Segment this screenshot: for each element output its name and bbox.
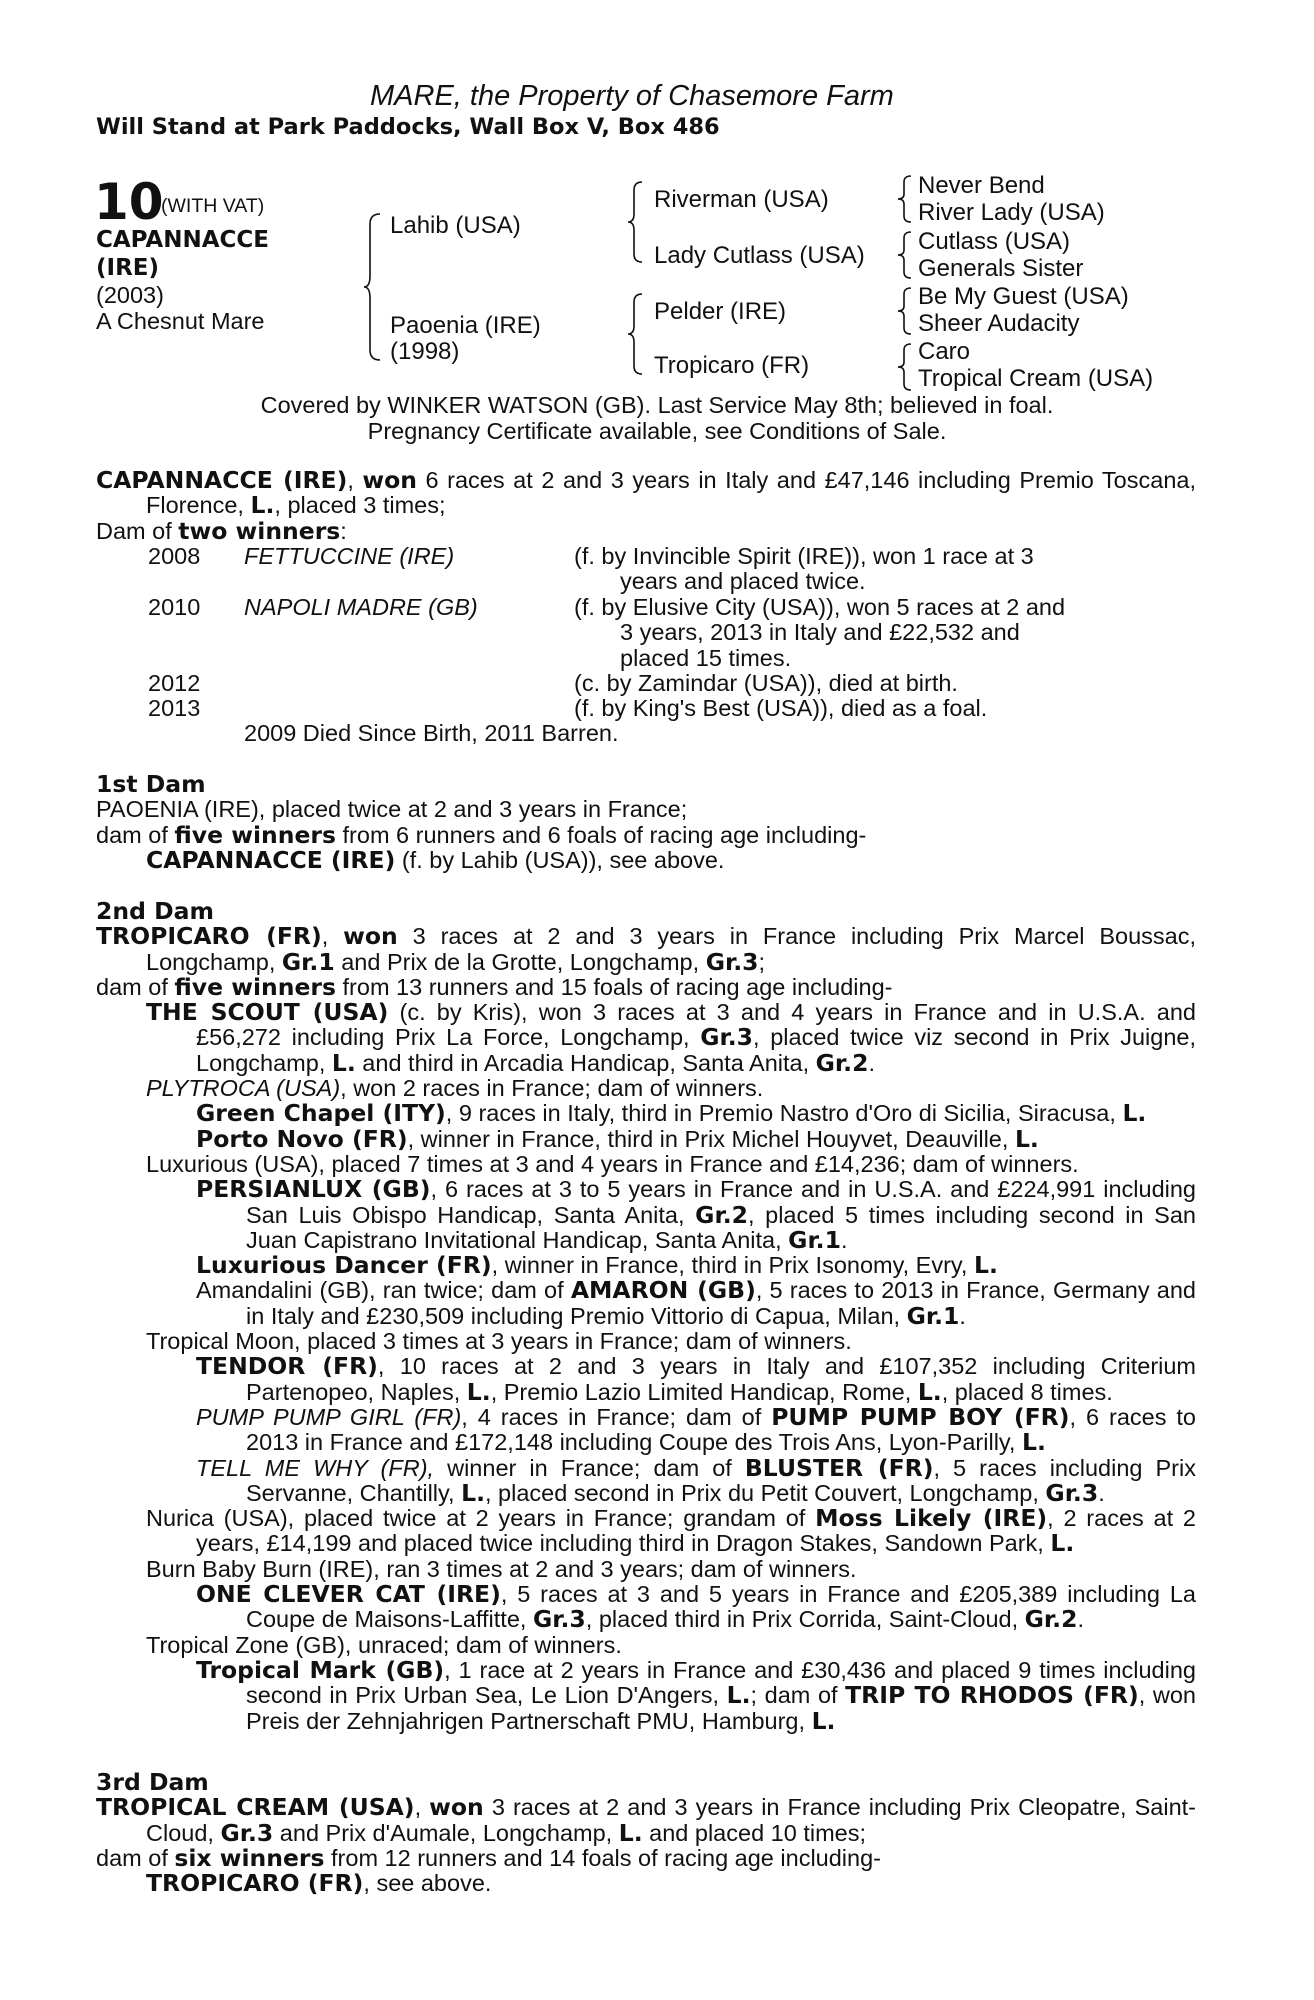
produce-year: 2013 bbox=[148, 695, 201, 721]
lot-number: 10 bbox=[94, 173, 164, 231]
produce-details: (f. by Invincible Spirit (IRE)), won 1 race at 3 years and placed twice. bbox=[574, 543, 1034, 595]
produce-details: (c. by Zamindar (USA)), died at birth. bbox=[574, 670, 958, 696]
pedigree-brace-1 bbox=[364, 212, 384, 362]
pedigree-g8: Tropical Cream (USA) bbox=[918, 365, 1154, 392]
vat-note: (WITH VAT) bbox=[161, 195, 265, 217]
page-title: MARE, the Property of Chasemore Farm bbox=[370, 80, 894, 112]
second-dam-heading: 2nd Dam bbox=[96, 897, 214, 925]
pedigree-brace-7 bbox=[898, 342, 914, 392]
third-dam-section: 3rd Dam TROPICAL CREAM (USA), won 3 races at 2 and 3 years in France including Prix Cleopatre, Saint-Cloud, Gr.3 and Prix d'Aumale, Longchamp, L. and placed 10 times; dam of six winners from 12 runners and 14 foals of racing age including- TROPICARO (FR), see above. bbox=[96, 1768, 1196, 1898]
pedigree-g7: Caro bbox=[918, 338, 971, 365]
pedigree-brace-6 bbox=[898, 286, 914, 336]
pedigree-brace-5 bbox=[898, 230, 914, 280]
produce-year: 2008 bbox=[148, 543, 201, 569]
pedigree-g1: Never Bend bbox=[918, 172, 1045, 199]
pedigree-g4: Generals Sister bbox=[918, 255, 1084, 282]
produce-name: NAPOLI MADRE (GB) bbox=[244, 594, 478, 620]
produce-note: 2009 Died Since Birth, 2011 Barren. bbox=[244, 720, 619, 746]
pregnancy-note: Pregnancy Certificate available, see Conditions of Sale. bbox=[367, 418, 947, 444]
pedigree-sire-sire: Riverman (USA) bbox=[654, 186, 829, 213]
covering-note: Covered by WINKER WATSON (GB). Last Service May 8th; believed in foal. bbox=[260, 392, 1054, 418]
pedigree-sire-dam: Lady Cutlass (USA) bbox=[654, 242, 865, 269]
produce-details: (f. by Elusive City (USA)), won 5 races at 2 and 3 years, 2013 in Italy and £22,532 and placed 15 times. bbox=[574, 594, 1066, 671]
pedigree-g5: Be My Guest (USA) bbox=[918, 283, 1129, 310]
pedigree-g2: River Lady (USA) bbox=[918, 199, 1105, 226]
first-dam-section: 1st Dam PAOENIA (IRE), placed twice at 2 and 3 years in France; dam of five winners from 6 runners and 6 foals of racing age including- CAPANNACCE (IRE) (f. by Lahib (USA)), see above. bbox=[96, 772, 1196, 873]
pedigree-g3: Cutlass (USA) bbox=[918, 228, 1071, 255]
foaling-year: (2003) bbox=[96, 282, 164, 308]
produce-name: FETTUCCINE (IRE) bbox=[244, 543, 455, 569]
mare-name: CAPANNACCE (IRE) bbox=[96, 466, 348, 494]
pedigree-g6: Sheer Audacity bbox=[918, 310, 1080, 337]
pedigree-dam-year: (1998) bbox=[390, 338, 460, 365]
third-dam-heading: 3rd Dam bbox=[96, 1768, 209, 1796]
produce-details: (f. by King's Best (USA)), died as a foal. bbox=[574, 695, 988, 721]
pedigree-dam-sire: Pelder (IRE) bbox=[654, 298, 787, 325]
produce-year: 2010 bbox=[148, 594, 201, 620]
horse-description: A Chesnut Mare bbox=[96, 308, 265, 334]
second-dam-section: 2nd Dam TROPICARO (FR), won 3 races at 2 and 3 years in France including Prix Marcel Boussac, Longchamp, Gr.1 and Prix de la Grotte, Longchamp, Gr.3; dam of five winners from 13 runners and 15 foals of racing age including- THE SCOUT (USA) (c. by Kris), won 3 races at 3 and 4 years in France and in U.S.A. and £56,272 including Prix La Force, Longchamp, Gr.3, placed twice viz second in Prix Juigne, Longchamp, L. and third in Arcadia Handicap, Santa Anita, Gr.2. PLYTROCA (USA), won 2 races in France; dam of winners. Green Chapel (ITY), 9 races in Italy, third in Premio Nastro d'Oro di Sicilia, Siracusa, L. Porto Novo (FR), winner in France, third in Prix Michel Houyvet, Deauville, L. Luxurious (USA), placed 7 times at 3 and 4 years in France and £14,236; dam of winners. PERSIANLUX (GB), 6 races at 3 to 5 years in France and in U.S.A. and £224,991 including San Luis Obispo Handicap, Santa Anita, Gr.2, placed 5 times including second in San Juan Capistrano Invitational Handicap, Santa Anita, Gr.1. Luxurious Dancer (FR), winner in France, third in Prix Isonomy, Evry, L. Amandalini (GB), ran twice; dam of AMARON (GB), 5 races to 2013 in France, Germany and in Italy and £230,509 including Premio Vittorio di Capua, Milan, Gr.1. Tropical Moon, placed 3 times at 3 years in France; dam of winners. TENDOR (FR), 10 races at 2 and 3 years in Italy and £107,352 including Criterium Partenopeo, Naples, L., Premio Lazio Limited Handicap, Rome, L., placed 8 times. PUMP PUMP GIRL (FR), 4 races in France; dam of PUMP PUMP BOY (FR), 6 races to 2013 in France and £172,148 including Coupe des Trois Ans, Lyon-Parilly, L. TELL ME WHY (FR), winner in France; dam of BLUSTER (FR), 5 races including Prix Servanne, Chantilly, L., placed second in Prix du Petit Couvert, Longchamp, Gr.3. Nurica (USA), placed twice at 2 years in France; grandam of Moss Likely (IRE), 2 races at 2 years, £14,199 and placed twice including third in Dragon Stakes, Sandown Park, L. Burn Baby Burn (IRE), ran 3 times at 2 and 3 years; dam of winners. ONE CLEVER CAT (IRE), 5 races at 3 and 5 years in France and £205,389 including La Coupe de Maisons-Laffitte, Gr.3, placed third in Prix Corrida, Saint-Cloud, Gr.2. Tropical Zone (GB), unraced; dam of winners. Tropical Mark (GB), 1 race at 2 years in France and £30,436 and placed 9 times including second in Prix Urban Sea, Le Lion D'Angers, L.; dam of TRIP TO RHODOS (FR), won Preis der Zehnjahrigen Partnerschaft PMU, Hamburg, L. bbox=[96, 897, 1197, 1735]
pedigree-brace-4 bbox=[898, 174, 914, 224]
pedigree-brace-3 bbox=[628, 292, 646, 376]
produce-year: 2012 bbox=[148, 670, 201, 696]
pedigree-dam-dam: Tropicaro (FR) bbox=[654, 352, 810, 379]
first-dam-heading: 1st Dam bbox=[96, 770, 206, 798]
horse-name-line1: CAPANNACCE bbox=[96, 227, 269, 253]
pedigree-sire: Lahib (USA) bbox=[390, 212, 521, 239]
pedigree-brace-2 bbox=[628, 180, 646, 264]
stand-location: Will Stand at Park Paddocks, Wall Box V, Box 486 bbox=[96, 114, 720, 140]
won-label: won bbox=[362, 466, 417, 494]
comma: , bbox=[347, 467, 363, 493]
mare-summary: CAPANNACCE (IRE), won 6 races at 2 and 3 years in Italy and £47,146 including Premio Toscana, Florence, L., placed 3 times; Dam of two winners: bbox=[96, 466, 1196, 545]
pedigree-dam: Paoenia (IRE) bbox=[390, 312, 541, 339]
horse-name-line2: (IRE) bbox=[96, 255, 160, 281]
